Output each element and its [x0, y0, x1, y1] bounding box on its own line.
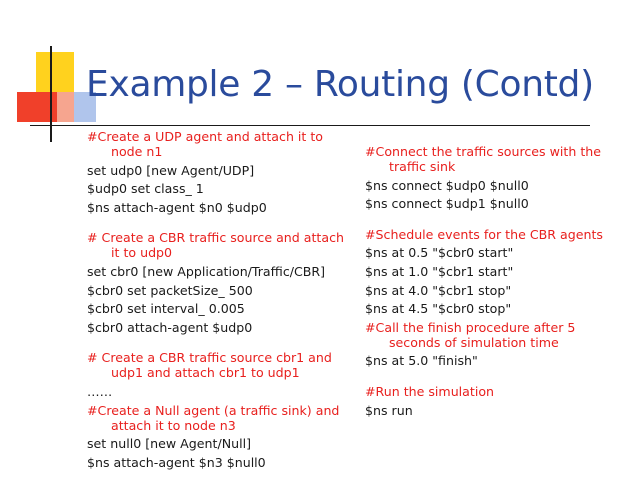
- code-comment: #Connect the traffic sources with the traffic sink: [365, 144, 602, 174]
- decor-pink-square: [57, 92, 74, 122]
- code-line: $ns attach-agent $n0 $udp0: [87, 199, 267, 215]
- code-line: set udp0 [new Agent/UDP]: [87, 162, 255, 178]
- code-line: $ns connect $udp0 $null0: [365, 177, 529, 193]
- code-comment: #Call the finish procedure after 5 seconds of simulation time: [365, 319, 576, 350]
- code-comment: # Create a CBR traffic source cbr1 and udp1 and attach cbr1 to udp1: [87, 350, 332, 381]
- slide-title: Example 2 – Routing (Contd): [86, 64, 594, 105]
- code-line: $ns run: [365, 402, 413, 418]
- code-line: $cbr0 set interval_ 0.005: [87, 301, 245, 317]
- code-line: set null0 [new Agent/Null]: [87, 436, 252, 452]
- code-line: $ns at 5.0 "finish": [365, 353, 478, 369]
- left-column: [87, 129, 349, 473]
- code-line: $ns at 4.5 "$cbr0 stop": [365, 301, 512, 317]
- decor-vertical-line: [50, 46, 52, 142]
- code-comment: #Run the simulation: [365, 383, 495, 399]
- code-comment: #Schedule events for the CBR agents: [365, 226, 603, 242]
- right-column: [365, 144, 613, 421]
- code-comment: #Create a Null agent (a traffic sink) and attach it to node n3: [87, 402, 340, 433]
- code-line: $ns connect $udp1 $null0: [365, 196, 529, 212]
- code-line: $cbr0 attach-agent $udp0: [87, 319, 253, 335]
- code-comment: # Create a CBR traffic source and attach it to udp0: [87, 230, 344, 261]
- code-line: $ns at 1.0 "$cbr1 start": [365, 263, 514, 279]
- code-line: $ns at 0.5 "$cbr0 start": [365, 245, 514, 261]
- code-comment: #Create a UDP agent and attach it to node n1: [87, 129, 324, 159]
- title-underline: [30, 125, 590, 126]
- code-line: $ns at 4.0 "$cbr1 stop": [365, 282, 512, 298]
- decor-yellow-square: [36, 52, 74, 92]
- code-line: $udp0 set class_ 1: [87, 181, 204, 197]
- code-line: set cbr0 [new Application/Traffic/CBR]: [87, 263, 326, 279]
- code-line: $cbr0 set packetSize_ 500: [87, 282, 253, 298]
- code-line: ……: [87, 383, 113, 399]
- code-line: $ns attach-agent $n3 $null0: [87, 454, 266, 470]
